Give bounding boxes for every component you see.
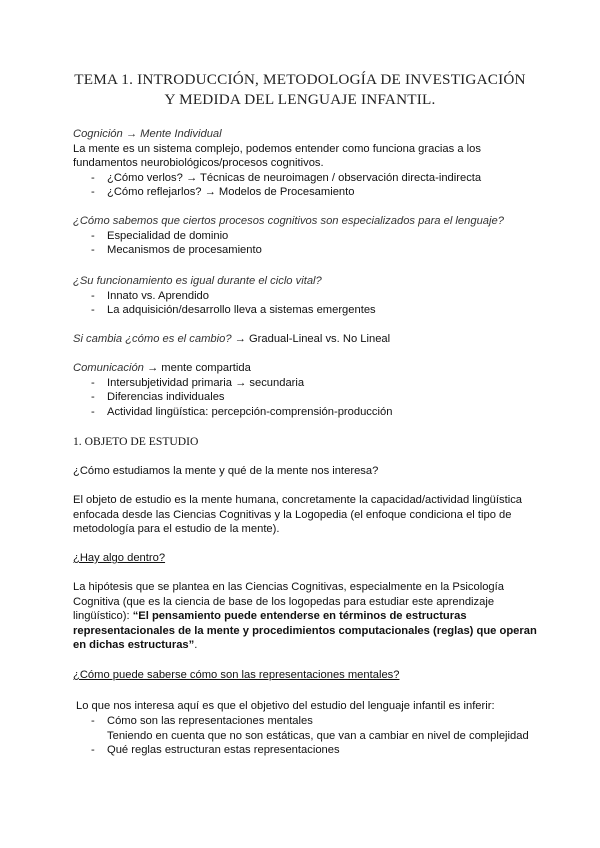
document-title (60, 70, 540, 110)
list-item: - Actividad lingüística: percepción-comprensión-producción (73, 405, 543, 420)
list-item: - Mecanismos de procesamiento (73, 243, 543, 258)
section-ciclo-vital (73, 274, 543, 318)
question: ¿Cómo estudiamos la mente y qué de la mente nos interesa? (73, 465, 379, 477)
paragraph (73, 361, 543, 376)
section-heading: ¿Cómo sabemos que ciertos procesos cognitivos son especializados para el lenguaje? (73, 215, 504, 227)
bullet-list (73, 289, 543, 318)
list-item-text: Cómo son las representaciones mentales (107, 715, 313, 727)
list-item: - Innato vs. Aprendido (73, 289, 543, 304)
paragraph: El objeto de estudio es la mente humana, concretamente la capacidad/actividad lingüística enfocada desde las Ciencias Cognitivas y la Logopedia (el enfoque condiciona el tipo de metodología para el estudio de la mente). (73, 494, 523, 536)
paragraph (73, 580, 543, 653)
question-block (73, 464, 543, 479)
list-item: - Intersubjetividad primaria → secundaria (73, 376, 543, 391)
section-heading: Cognición → Mente Individual (73, 128, 222, 140)
section-representaciones (73, 668, 543, 683)
paragraph: La mente es un sistema complejo, podemos entender como funciona gracias a los fundamentos neurobiológicos/procesos cognitivos. (73, 142, 481, 170)
bullet-list (73, 229, 543, 258)
list-item (73, 714, 543, 743)
section-procesos (73, 214, 543, 258)
section-comunicacion (73, 361, 543, 419)
list-item: - ¿Cómo verlos? → Técnicas de neuroimagen / observación directa-indirecta (73, 171, 543, 186)
inline-text: → mente compartida (143, 362, 251, 374)
list-item: - ¿Cómo reflejarlos? → Modelos de Procesamiento (73, 185, 543, 200)
inline-text: La hipótesis que se plantea en las Ciencias Cognitivas, especialmente en la Psicología Cognitiva (que es la ciencia de base de los logopedas para estudiar este aprendizaje lingüístico): (73, 581, 504, 623)
paragraph: Lo que nos interesa aquí es que el objetivo del estudio del lenguaje infantil es inferir: (76, 700, 495, 712)
section-heading: Si cambia ¿cómo es el cambio? (73, 333, 232, 345)
representaciones-list-block (73, 714, 543, 758)
list-item: - La adquisición/desarrollo lleva a sistemas emergentes (73, 303, 543, 318)
bullet-list (73, 171, 543, 200)
title-line-2: Y MEDIDA DEL LENGUAJE INFANTIL. (164, 91, 436, 108)
hypothesis-block (73, 580, 543, 653)
list-item: - Diferencias individuales (73, 390, 543, 405)
section-heading: ¿Cómo puede saberse cómo son las representaciones mentales? (73, 669, 400, 681)
section-heading: ¿Su funcionamiento es igual durante el ciclo vital? (73, 275, 322, 287)
paragraph-block (73, 493, 543, 537)
inline-text: → Gradual-Lineal vs. No Lineal (231, 333, 391, 345)
bold-quote: “El pensamiento puede entenderse en términos de estructuras representacionales de la mente y procedimientos computacionales (reglas) que operan en dichas estructuras” (73, 610, 537, 652)
section-objeto-estudio (73, 435, 543, 450)
bullet-list (73, 714, 543, 758)
inline-text: . (194, 639, 198, 652)
list-item: - Qué reglas estructuran estas representaciones (73, 743, 543, 758)
title-line-1: TEMA 1. INTRODUCCIÓN, METODOLOGÍA DE INVESTIGACIÓN (74, 71, 526, 88)
section-cambio (73, 332, 543, 347)
representaciones-block (76, 699, 546, 714)
section-algo-dentro (73, 551, 543, 566)
section-heading: Comunicación (73, 362, 144, 374)
list-item: - Especialidad de dominio (73, 229, 543, 244)
section-heading: ¿Hay algo dentro? (73, 552, 166, 564)
paragraph (73, 332, 543, 347)
list-item-continuation: Teniendo en cuenta que no son estáticas, que van a cambiar en nivel de complejidad (107, 729, 529, 742)
section-cognicion (73, 127, 543, 200)
bullet-list (73, 376, 543, 420)
section-heading: 1. OBJETO DE ESTUDIO (73, 435, 199, 448)
